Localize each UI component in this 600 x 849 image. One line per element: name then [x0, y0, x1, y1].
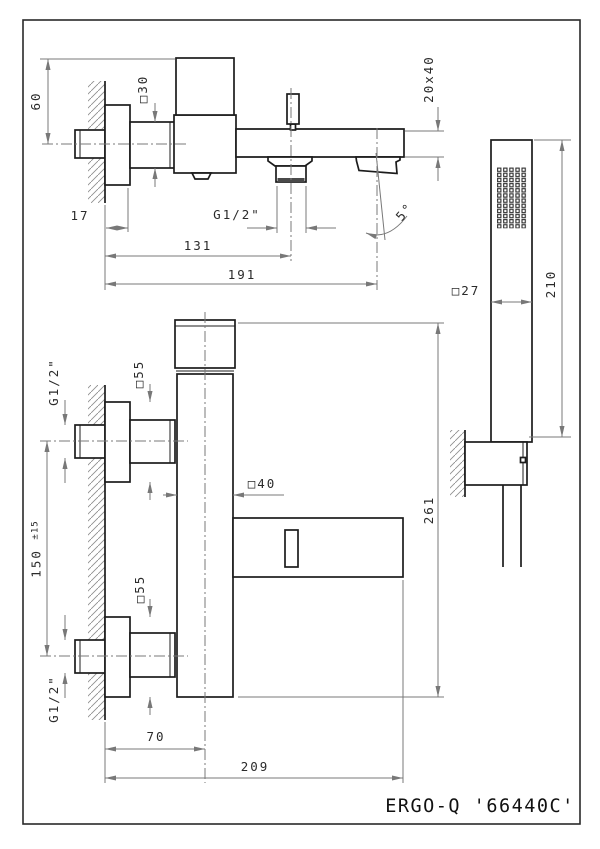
spray-nozzle-grid — [497, 168, 527, 229]
dim-label-210: 210 — [542, 269, 558, 299]
dim-label-g12-top: G1/2" — [45, 358, 61, 406]
shower-outlet-flange — [268, 157, 312, 166]
dim-label-191: 191 — [227, 266, 257, 282]
spout-bar — [236, 129, 404, 157]
wall-plate-top-view — [105, 105, 130, 185]
dim-label-square27: □27 — [451, 282, 481, 298]
dim-label-70: 70 — [146, 728, 166, 744]
shower-wall-bracket — [465, 442, 527, 485]
dim-label-17: 17 — [70, 207, 90, 223]
body-underside-detail — [192, 173, 211, 179]
dim-label-20x40: 20x40 — [420, 55, 436, 103]
wall-plate-upper — [105, 402, 130, 482]
handle-top-view — [176, 58, 234, 115]
dim-label-5deg: 5° — [392, 199, 417, 224]
dim-label-209: 209 — [240, 758, 270, 774]
model-title: ERGO-Q '66440C' — [385, 795, 575, 817]
diverter-knob-front-view — [285, 530, 298, 567]
dim-label-150 — [28, 520, 44, 578]
dim-label-g12-outlet: G1/2" — [213, 206, 261, 222]
dim-label-square55-top: □55 — [130, 359, 146, 389]
spout-front-view — [233, 518, 403, 577]
diverter-knob — [287, 94, 299, 124]
dim-label-square30: □30 — [134, 74, 150, 104]
dim-label-square55-bottom: □55 — [131, 574, 147, 604]
wall-plate-lower — [105, 617, 130, 697]
dim-label-261: 261 — [420, 495, 436, 525]
dim-label-131: 131 — [183, 237, 213, 253]
adapter-top-view — [130, 122, 175, 168]
top-view-parts — [75, 58, 404, 185]
dim-value-150: 150 — [28, 549, 44, 578]
adapter-lower — [130, 633, 175, 677]
dim-label-square40: □40 — [247, 475, 277, 491]
front-view-parts — [75, 320, 403, 697]
hand-shower-parts — [450, 140, 532, 567]
dim-label-60: 60 — [27, 91, 43, 111]
dim-tolerance-150: ±15 — [30, 520, 41, 540]
dim-label-g12-bottom: G1/2" — [45, 675, 61, 723]
